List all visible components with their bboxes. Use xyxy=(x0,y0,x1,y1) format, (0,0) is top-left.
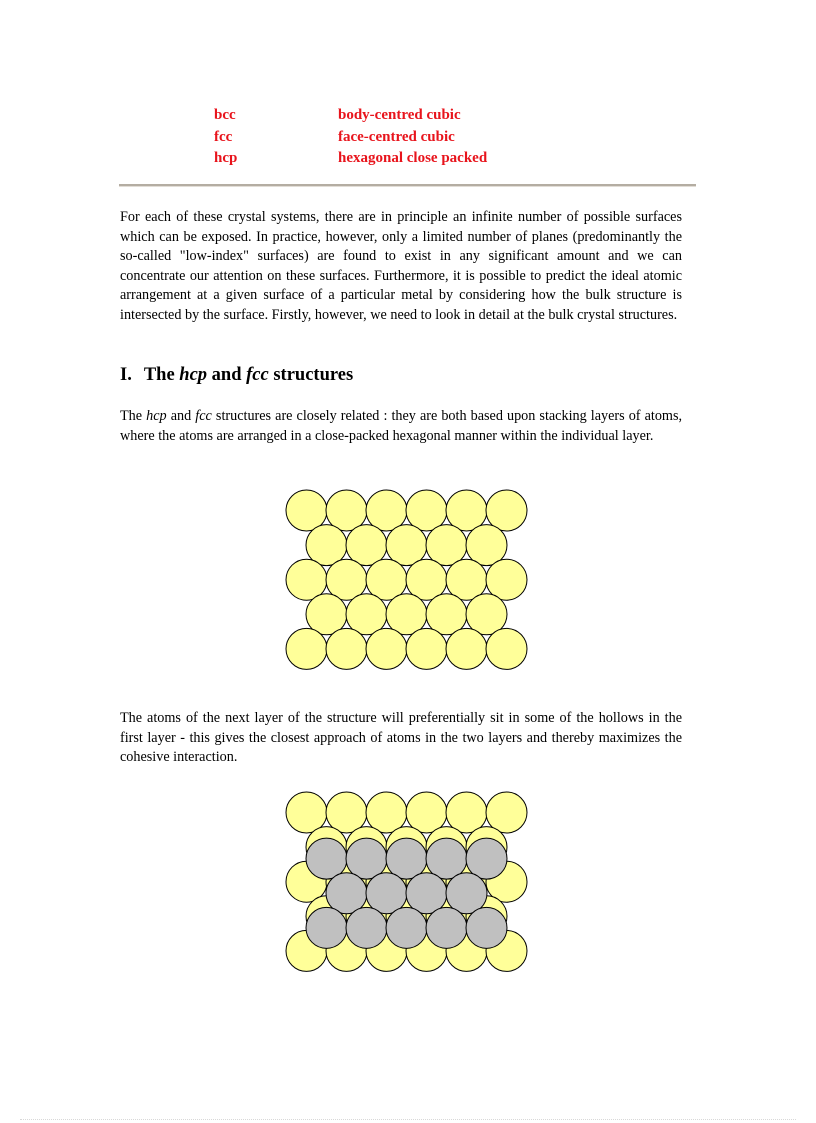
first-layer-atom xyxy=(406,628,447,669)
second-layer-atom xyxy=(406,873,447,914)
first-layer-atom xyxy=(466,525,507,566)
first-layer-atom xyxy=(286,490,327,531)
second-layer-atom xyxy=(466,907,507,948)
second-layer-atom xyxy=(386,838,427,879)
paragraph-word-and: and xyxy=(170,408,192,424)
paragraph-rest: structures are closely related : they are both based upon stacking layers of atoms, where the atoms are arranged in a close-packed hexagonal manner within the individual layer. xyxy=(120,408,683,444)
second-layer-atom xyxy=(346,838,387,879)
stacking-paragraph: The atoms of the next layer of the structure will preferentially sit in some of the hollows in the first layer - this gives the closest approach of atoms in the two layers and thereby maximizes the cohesive interaction. xyxy=(120,710,682,766)
first-layer-atom xyxy=(306,594,347,635)
first-layer-atom xyxy=(446,792,487,833)
heading-word-structures: structures xyxy=(273,365,354,385)
structure-paragraph xyxy=(120,407,682,446)
first-layer-atom xyxy=(366,628,407,669)
first-layer-atom xyxy=(346,525,387,566)
second-layer-atom xyxy=(306,838,347,879)
two-layer-stacking-figure xyxy=(284,790,530,986)
heading-hcp: hcp xyxy=(179,365,208,385)
first-layer-atom xyxy=(486,559,527,600)
first-layer-atom xyxy=(286,792,327,833)
first-layer-atom xyxy=(426,525,467,566)
abbreviation-value: face-centred cubic xyxy=(338,128,455,145)
page-bottom-border xyxy=(20,1119,796,1120)
second-layer-atom xyxy=(366,873,407,914)
first-layer-atom xyxy=(326,490,367,531)
abbreviation-key: hcp xyxy=(214,150,238,166)
first-layer-atom xyxy=(426,594,467,635)
first-layer-atom xyxy=(486,792,527,833)
section-heading xyxy=(120,365,353,386)
first-layer-atom xyxy=(366,559,407,600)
first-layer-atom xyxy=(386,594,427,635)
first-layer-atom xyxy=(446,628,487,669)
first-layer-atom xyxy=(406,559,447,600)
first-layer-atom xyxy=(326,792,367,833)
first-layer-atom xyxy=(406,792,447,833)
first-layer-atom xyxy=(386,525,427,566)
second-layer-atom xyxy=(386,907,427,948)
second-layer-atom xyxy=(466,838,507,879)
first-layer-atom xyxy=(366,490,407,531)
second-layer-atom xyxy=(426,838,467,879)
abbreviation-key: bcc xyxy=(214,107,236,123)
second-layer-atom xyxy=(446,873,487,914)
heading-word-and: and xyxy=(211,365,242,385)
second-layer-atom xyxy=(346,907,387,948)
first-layer-atom xyxy=(406,490,447,531)
abbreviation-value: body-centred cubic xyxy=(338,107,461,123)
second-layer-atom xyxy=(326,873,367,914)
abbreviation-key: fcc xyxy=(214,128,233,145)
first-layer-atom xyxy=(446,490,487,531)
first-layer-atom xyxy=(286,628,327,669)
heading-fcc: fcc xyxy=(246,365,269,385)
abbreviation-value: hexagonal close packed xyxy=(338,150,488,166)
intro-paragraph: For each of these crystal systems, there are in principle an infinite number of possible surfaces which can be exposed. In practice, however, only a limited number of planes (predominantly the so-called "low-index" surfaces) are found to exist in any significant amount and we can concentrate our attention on these surfaces. Furthermore, it is possible to predict the ideal atomic arrangement at a given surface of a particular metal by considering how the bulk structure is intersected by the surface. Firstly, however, we need to look in detail at the bulk crystal structures. xyxy=(120,209,682,323)
first-layer-atom xyxy=(446,559,487,600)
section-number: I. xyxy=(120,365,132,385)
second-layer-atom xyxy=(426,907,467,948)
first-layer-atom xyxy=(346,594,387,635)
first-layer-atom xyxy=(466,594,507,635)
horizontal-divider xyxy=(119,184,696,187)
first-layer-atom xyxy=(486,490,527,531)
first-layer-atom xyxy=(286,559,327,600)
close-packed-layer-figure xyxy=(284,488,530,684)
first-layer-atom xyxy=(326,628,367,669)
first-layer-atom xyxy=(306,525,347,566)
first-layer-atom xyxy=(486,628,527,669)
heading-word-the: The xyxy=(143,365,175,385)
paragraph-word-the: The xyxy=(120,408,143,424)
first-layer-atom xyxy=(366,792,407,833)
paragraph-hcp: hcp xyxy=(146,408,167,424)
paragraph-fcc: fcc xyxy=(195,408,212,424)
second-layer-atom xyxy=(306,907,347,948)
first-layer-atom xyxy=(326,559,367,600)
